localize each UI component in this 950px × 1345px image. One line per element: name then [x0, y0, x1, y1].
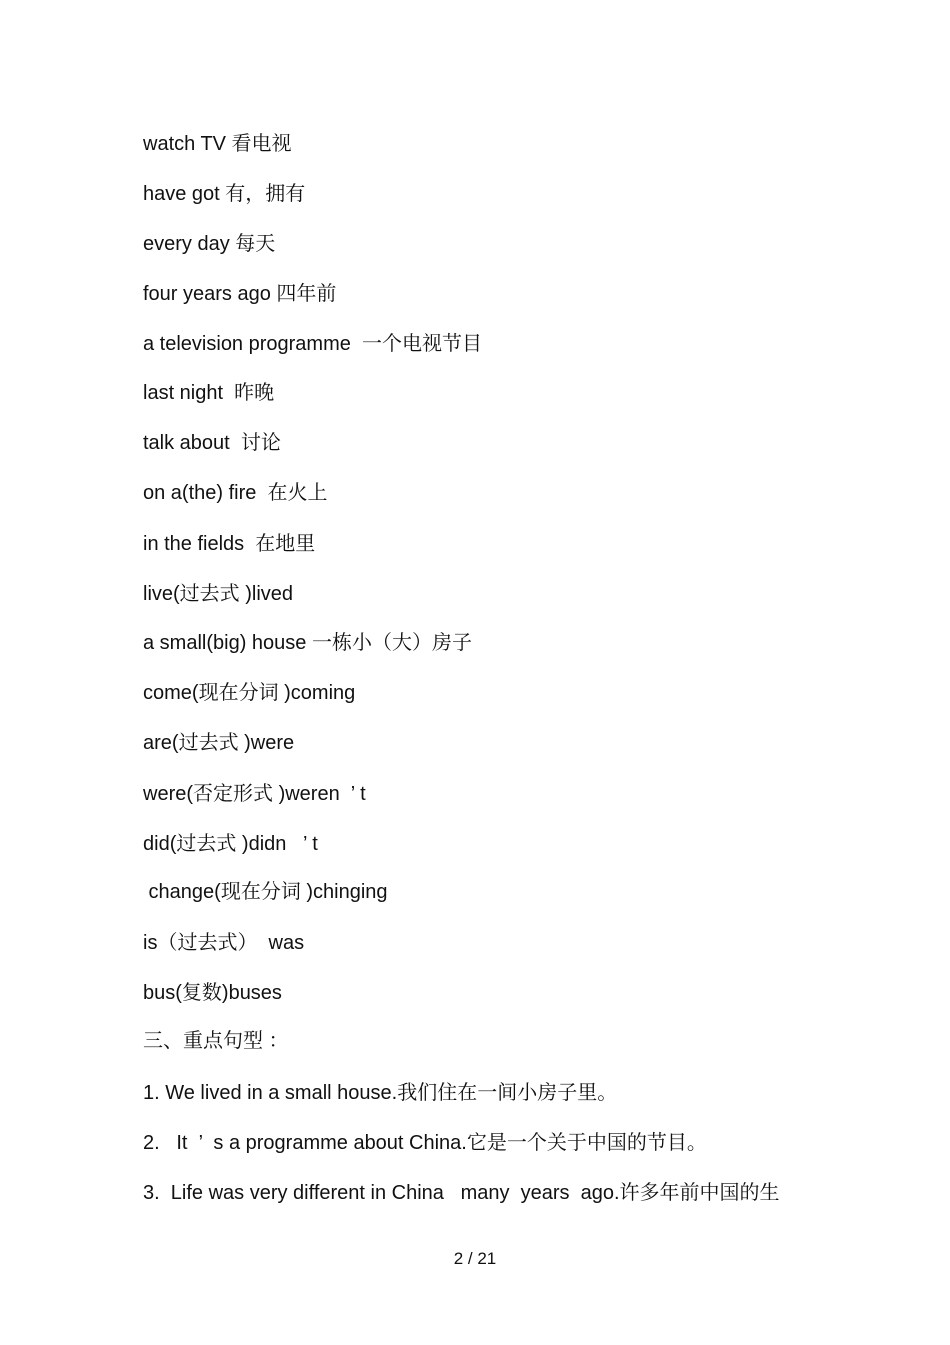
vocab-line: a television programme 一个电视节目: [143, 333, 482, 355]
vocab-line: four years ago 四年前: [143, 283, 337, 305]
vocab-line: is（过去式） was: [143, 932, 305, 954]
vocab-line: bus(复数)buses: [143, 982, 282, 1004]
sentence-line: 2. It ’ s a programme about China.它是一个关于中国的节目。: [143, 1132, 707, 1154]
vocab-line: change(现在分词 )chinging: [143, 881, 388, 903]
page-number: 2 / 21: [453, 1249, 497, 1268]
vocab-line: have got 有，拥有: [143, 183, 306, 205]
vocab-line: talk about 讨论: [143, 432, 281, 454]
vocab-line: did(过去式 )didn ’ t: [143, 833, 318, 855]
vocab-line: are(过去式 )were: [143, 732, 295, 754]
vocab-line: watch TV 看电视: [143, 133, 292, 155]
vocab-line: a small(big) house 一栋小（大）房子: [143, 632, 472, 654]
sentence-line: 1. We lived in a small house.我们住在一间小房子里。: [143, 1082, 618, 1104]
vocab-line: last night 昨晚: [143, 382, 275, 404]
vocab-line: every day 每天: [143, 233, 276, 255]
sentence-line: 3. Life was very different in China many years ago.许多年前中国的生: [143, 1182, 780, 1204]
vocab-line: on a(the) fire 在火上: [143, 482, 328, 504]
vocab-line: were(否定形式 )weren ’ t: [143, 783, 366, 805]
vocab-line: in the fields 在地里: [143, 533, 316, 555]
section-heading: 三、重点句型 ：: [143, 1030, 289, 1052]
vocab-line: live(过去式 )lived: [143, 583, 294, 605]
vocab-line: come(现在分词 )coming: [143, 682, 356, 704]
